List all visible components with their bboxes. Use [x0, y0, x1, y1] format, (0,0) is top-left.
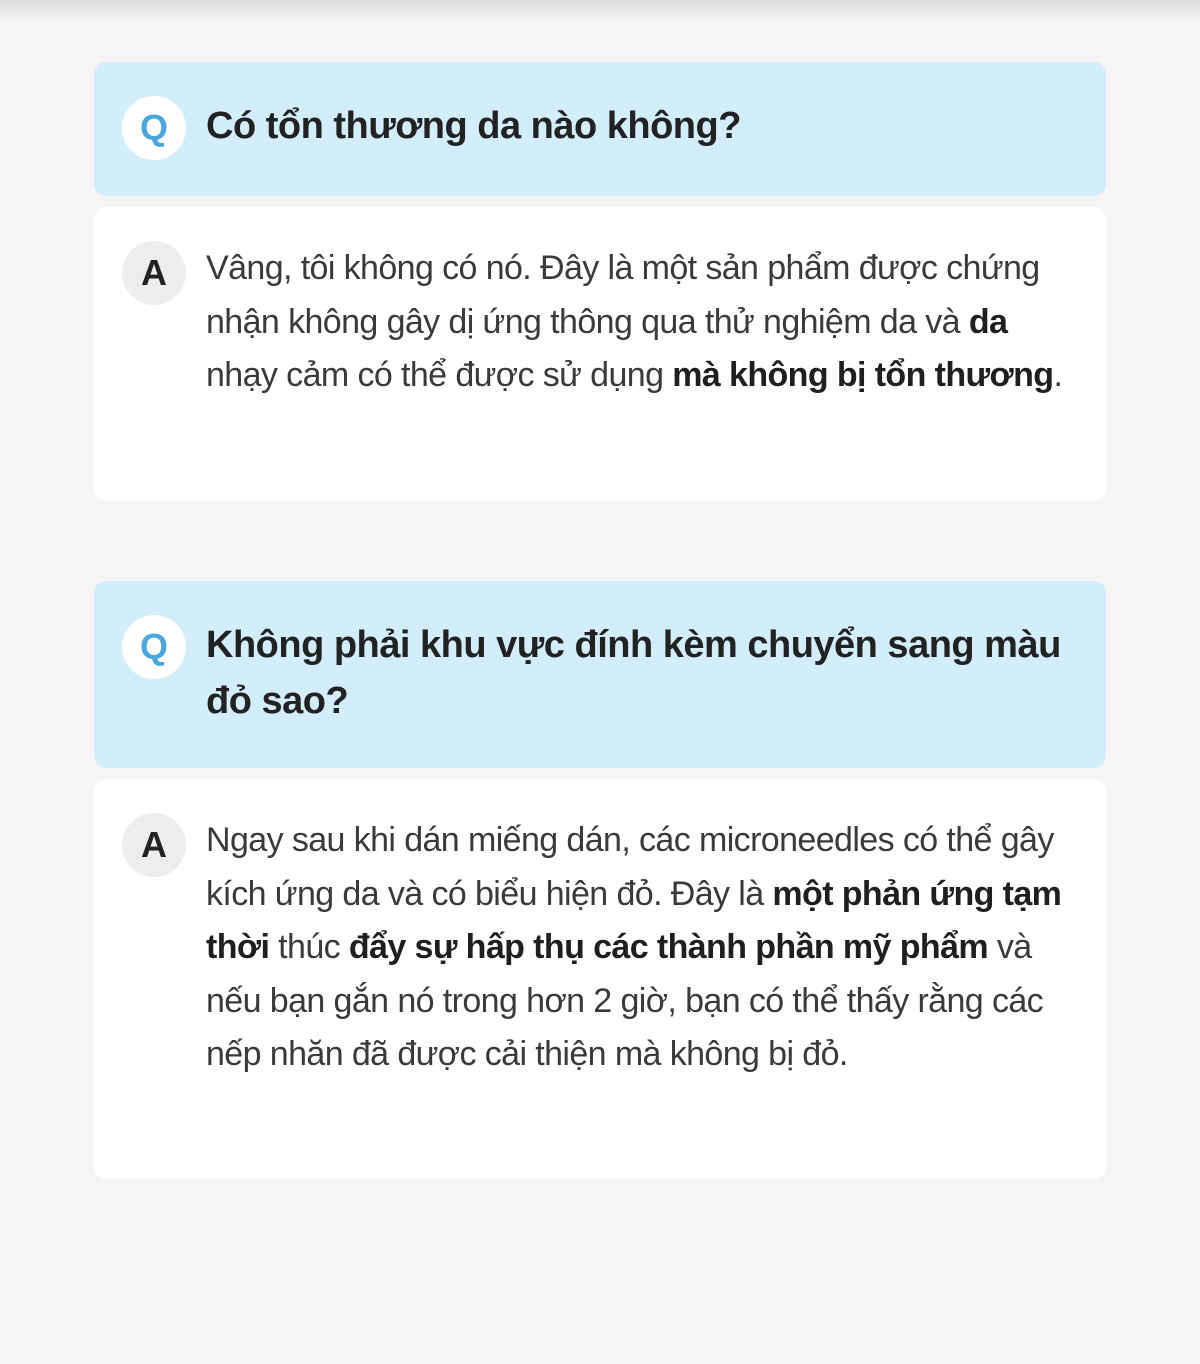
answer-badge: A: [122, 241, 186, 305]
answer-segment: .: [1053, 356, 1063, 394]
answer-box: [94, 207, 1106, 501]
question-badge: Q: [122, 615, 186, 679]
question-badge: Q: [122, 96, 186, 160]
answer-segment: Vâng, tôi không có nó. Đây là một sản phẩm được chứng nhận không gây dị ứng thông qua thử nghiệm da và: [206, 249, 1040, 341]
top-shadow: [0, 0, 1200, 22]
question-box: [94, 62, 1106, 196]
answer-badge: A: [122, 813, 186, 877]
faq-item-1: [94, 62, 1106, 501]
answer-segment: Ngay sau khi dán miếng dán, các microneedles có thể gây kích ứng da và có biểu hiện đỏ. Đây là: [206, 821, 1054, 913]
answer-text: [206, 814, 1072, 1082]
question-text: Có tổn thương da nào không?: [206, 105, 741, 147]
answer-segment-bold: đẩy sự hấp thụ các thành phần mỹ phẩm: [348, 928, 988, 966]
question-box: [94, 581, 1106, 768]
answer-segment-bold: mà không bị tổn thương: [672, 356, 1054, 394]
answer-segment: và nếu bạn gắn nó trong hơn 2 giờ, bạn có thể thấy rằng các nếp nhăn đã được cải thiện mà không bị đỏ.: [206, 928, 1044, 1073]
answer-segment: thúc: [269, 928, 349, 966]
answer-segment-bold: một phản ứng tạm thời: [206, 874, 1062, 966]
answer-box: [94, 779, 1106, 1179]
answer-segment: nhạy cảm có thể được sử dụng: [206, 356, 673, 394]
question-text: Không phải khu vực đính kèm chuyển sang màu đỏ sao?: [206, 624, 1061, 722]
answer-segment-bold: da: [968, 302, 1008, 341]
faq-item-2: [94, 581, 1106, 1179]
answer-text: [206, 242, 1072, 403]
